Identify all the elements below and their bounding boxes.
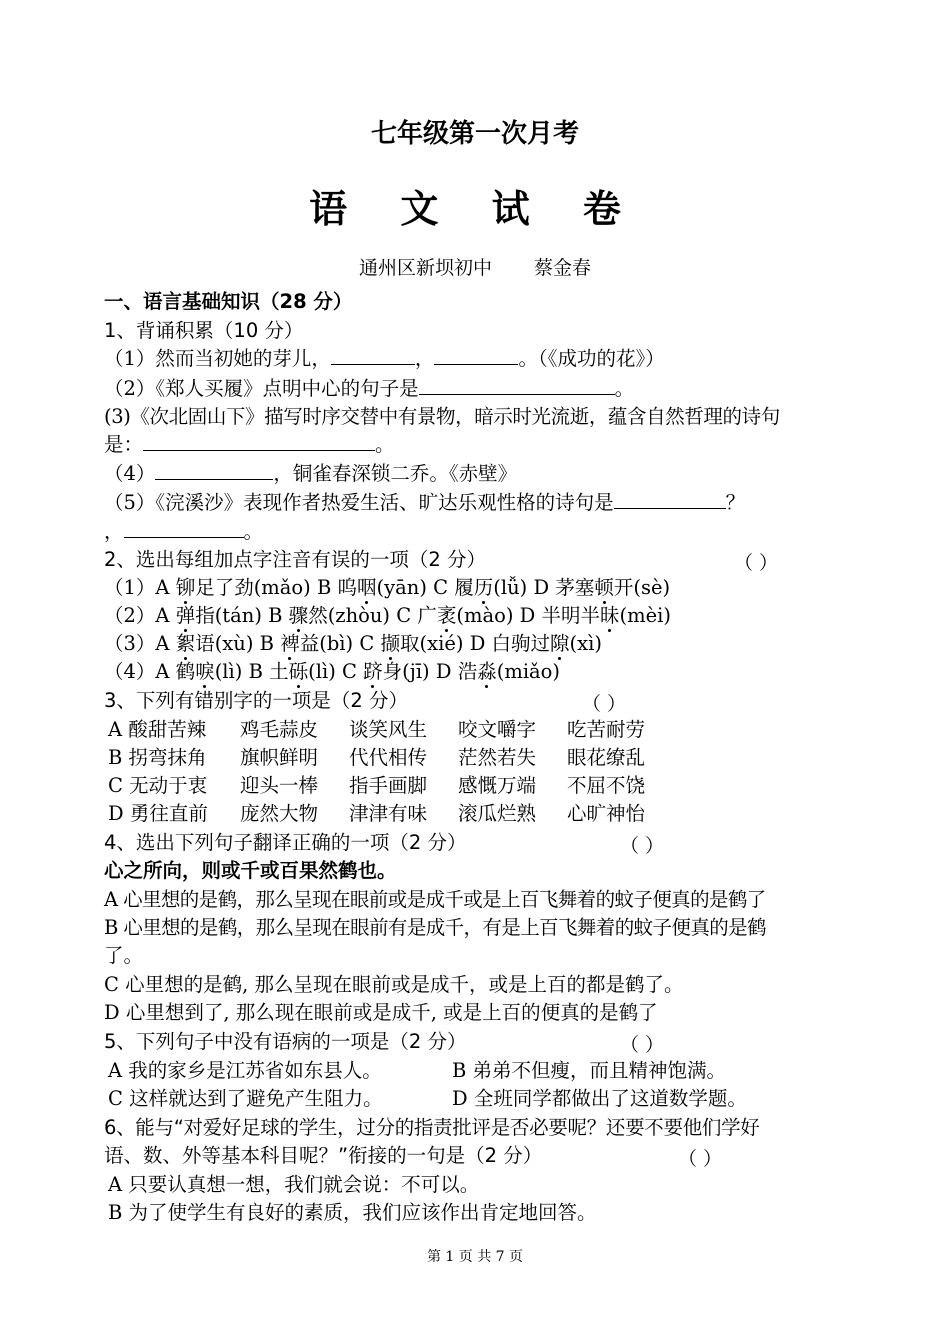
answer-paren[interactable]: （ ）: [620, 1034, 665, 1056]
text-segment: （5）《浣溪沙》表现作者热爱生活、旷达乐观性格的诗句是: [104, 491, 614, 514]
text-segment: 指手画脚: [349, 774, 428, 797]
dotted-char: 袤: [436, 604, 457, 627]
text-segment: 旗帜鲜明: [240, 746, 319, 769]
text-segment: （3）A: [104, 632, 176, 655]
answer-paren[interactable]: （ ）: [678, 1148, 723, 1170]
q3-option-row: [108, 745, 645, 771]
q4-option-c: C 心里想的是鹤, 那么呈现在眼前或是成千，或是上百的都是鹤了。: [104, 973, 684, 996]
q4-option-a: A 心里想的是鹤，那么呈现在眼前或是成千或是上百飞舞着的蚊子便真的是鹤了: [104, 888, 766, 911]
q1-item5-line1: [104, 490, 745, 516]
dotted-char: 唳: [195, 660, 215, 683]
q1-item1: [104, 346, 665, 372]
text-segment: B 弟弟不但瘦，而且精神饱满。: [452, 1059, 727, 1082]
q3-option-row: [108, 717, 645, 743]
answer-blank[interactable]: [434, 346, 518, 365]
text-segment: 开(sè): [613, 576, 671, 599]
answer-paren[interactable]: （ ）: [582, 693, 627, 715]
dotted-char: 骤: [288, 604, 309, 627]
text-segment: (lì) C: [308, 660, 364, 683]
answer-blank[interactable]: [419, 376, 615, 395]
q2-option-row: [104, 575, 670, 601]
text-segment: 语(xù) B: [195, 632, 281, 655]
q4-option-b: B 心里想的是鹤，那么呈现在眼前有是成千，有是上百飞舞着的蚊子便真的是鹤: [104, 916, 766, 939]
q2-title: 2、选出每组加点字注音有误的一项（2 分）: [104, 548, 487, 571]
text-segment: 。: [243, 520, 264, 543]
text-segment: 指(tán) B: [195, 604, 289, 627]
text-segment: 滚瓜烂熟: [458, 802, 537, 825]
text-segment: ，铜雀春深锁二乔。《赤壁》: [273, 462, 518, 485]
text-segment: （2）A: [104, 604, 176, 627]
text-segment: 。: [614, 377, 635, 400]
answer-blank[interactable]: [155, 461, 273, 480]
dotted-char: 历: [473, 576, 494, 599]
text-segment: 鸡毛蒜皮: [240, 718, 319, 741]
q3-option-row: [108, 773, 645, 799]
dotted-char: 咽: [357, 576, 377, 599]
text-segment: 感慨万端: [458, 774, 537, 797]
text-segment: (miǎo): [496, 660, 561, 683]
q4-title: 4、选出下列句子翻译正确的一项（2 分）: [104, 831, 467, 854]
answer-blank[interactable]: [143, 432, 375, 451]
text-segment: 吃苦耐劳: [567, 718, 646, 741]
text-segment: (yān) C 履: [376, 576, 474, 599]
q6-option-b: B 为了使学生有良好的素质，我们应该作出肯定地回答。: [108, 1201, 597, 1224]
q1-item5-line2: [104, 519, 263, 545]
q1-item3-line1: (3)《次北固山下》描写时序交替中有景物，暗示时光流逝，蕴含自然哲理的诗句: [104, 405, 780, 428]
school-name: 通州区新坝初中: [358, 257, 492, 279]
q6-line2: 语、数、外等基本科目呢？”衔接的一句是（2 分）: [104, 1144, 543, 1167]
text-segment: D 勇往直前: [108, 802, 208, 825]
q3-option-row: [108, 801, 645, 827]
q1-item3-line2: [104, 432, 395, 458]
text-segment: 代代相传: [349, 746, 428, 769]
text-segment: 益(bì) C: [299, 632, 381, 655]
text-segment: （4）: [104, 462, 156, 485]
text-segment: 不屈不饶: [567, 774, 646, 797]
author-line: [0, 253, 950, 280]
dotted-char: 撷: [380, 632, 400, 655]
answer-paren[interactable]: （ ）: [734, 552, 779, 574]
text-segment: 咬文嚼字: [458, 718, 537, 741]
q4-option-b-cont: 了。: [104, 944, 144, 967]
answer-blank[interactable]: [614, 490, 726, 509]
q6-option-a: A 只要认真想一想，我们就会说：不可以。: [108, 1173, 480, 1196]
text-segment: 身(jī) D 浩: [382, 660, 478, 683]
q2-option-row: [104, 631, 602, 657]
text-segment: 迎头一棒: [240, 774, 319, 797]
q2-option-row: [104, 603, 671, 629]
text-segment: 足了劲(mǎo) B 呜: [195, 576, 358, 599]
text-segment: （1）A: [104, 576, 176, 599]
text-segment: 然(zhòu) C 广: [308, 604, 437, 627]
text-segment: (mào) D 半明半: [456, 604, 600, 627]
q4-sentence: 心之所向，则或千或百果然鹤也。: [104, 859, 397, 882]
text-segment: (lǚ) D 茅塞: [493, 576, 595, 599]
answer-blank[interactable]: [331, 346, 415, 365]
text-segment: 。（《成功的花》）: [518, 347, 665, 370]
text-segment: (xì): [569, 632, 602, 655]
text-segment: C 无动于衷: [108, 774, 208, 797]
text-segment: 庞然大物: [240, 802, 319, 825]
text-segment: A 酸甜苦辣: [108, 718, 207, 741]
text-segment: （4）A 鹤: [104, 660, 196, 683]
text-segment: A 我的家乡是江苏省如东县人。: [108, 1059, 382, 1082]
answer-paren[interactable]: （ ）: [620, 835, 665, 857]
q1-item4: [104, 461, 517, 487]
text-segment: C 这样就达到了避免产生阻力。: [108, 1087, 383, 1110]
q5-option-row: [108, 1086, 747, 1112]
text-segment: （1）然而当初她的芽儿，: [104, 347, 331, 370]
text-segment: 谈笑风生: [349, 718, 428, 741]
grade-title: 七年级第一次月考: [370, 119, 579, 149]
text-segment: D 全班同学都做出了这道数学题。: [452, 1087, 747, 1110]
q2-option-row: [104, 659, 560, 685]
answer-blank[interactable]: [124, 519, 244, 538]
dotted-char: 絮: [175, 632, 196, 655]
q5-option-row: [108, 1058, 726, 1084]
subject-title: 语 文 试 卷: [309, 187, 641, 231]
dotted-char: 裨: [280, 632, 300, 655]
author-name: 蔡金春: [534, 257, 592, 279]
dotted-char: 跻: [363, 660, 383, 683]
text-segment: 津津有味: [349, 802, 428, 825]
text-segment: ，: [414, 347, 435, 370]
q6-line1: 6、能与“对爱好足球的学生，过分的指责批评是否必要呢？还要不要他们学好: [104, 1116, 760, 1139]
q3-title: 3、下列有错别字的一项是（2 分）: [104, 689, 409, 712]
dotted-char: 淼: [477, 660, 497, 683]
text-segment: ，: [104, 520, 124, 543]
page-footer: 第 1 页 共 7 页: [426, 1249, 524, 1265]
text-segment: (mèi): [619, 604, 671, 627]
dotted-char: 昧: [599, 604, 620, 627]
text-segment: （2）《郑人买履》点明中心的句子是: [104, 377, 419, 400]
dotted-char: 弹: [175, 604, 196, 627]
text-segment: 茫然若失: [458, 746, 537, 769]
text-segment: (lì) B 土: [214, 660, 289, 683]
q1-item2: [104, 376, 634, 402]
q5-title: 5、下列句子中没有语病的一项是（2 分）: [104, 1030, 467, 1053]
text-segment: 心旷神怡: [567, 802, 646, 825]
dotted-char: 隙: [550, 632, 570, 655]
dotted-char: 砾: [288, 660, 309, 683]
text-segment: 取(xié) D 白驹过: [400, 632, 551, 655]
text-segment: 是：: [104, 433, 144, 456]
dotted-char: 顿: [594, 576, 614, 599]
dotted-char: 铆: [175, 576, 196, 599]
text-segment: 。: [375, 433, 395, 456]
section1-title: 一、语言基础知识（28 分）: [104, 290, 353, 313]
q4-option-d: D 心里想到了, 那么现在眼前或是成千, 或是上百的便真的是鹤了: [104, 1001, 658, 1024]
text-segment: 眼花缭乱: [567, 746, 646, 769]
text-segment: B 拐弯抹角: [108, 746, 207, 769]
text-segment: ？: [725, 491, 746, 514]
q1-title: 1、背诵积累（10 分）: [104, 319, 304, 342]
